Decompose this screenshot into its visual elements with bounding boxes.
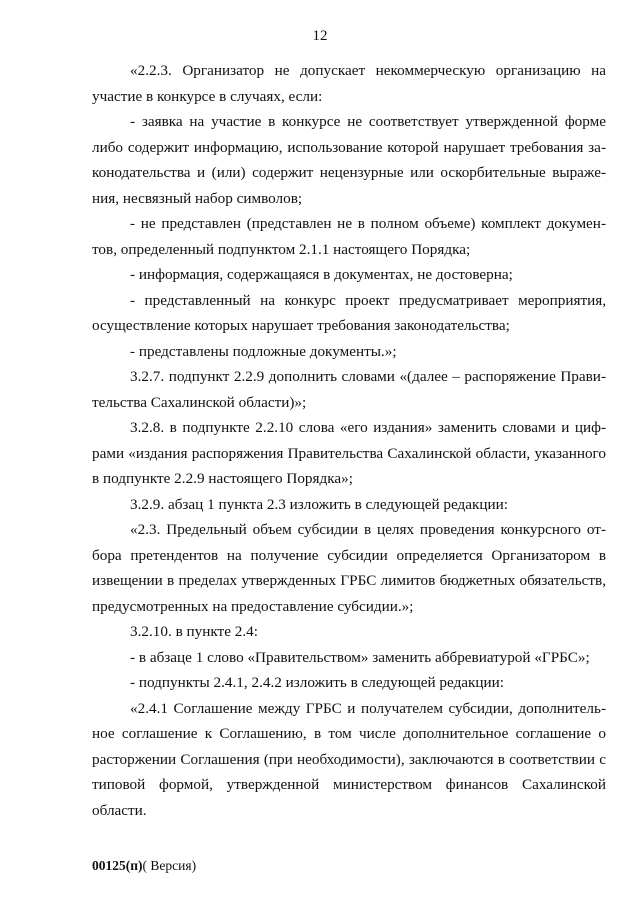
paragraph-information-unreliable: - информация, содержащаяся в документах, не достоверна; [130, 266, 513, 283]
paragraph-2-2-3-intro: «2.2.3. Организатор не допускает некоммерческую организацию на участие в конкурсе в случаях, если: [92, 62, 606, 105]
paragraph-subitems-new-wording: - подпункты 2.4.1, 2.4.2 изложить в следующей редакции: [130, 674, 505, 691]
paragraph-3-2-10: 3.2.10. в пункте 2.4: [130, 623, 258, 640]
paragraph-2-4-1-agreement: «2.4.1 Соглашение между ГРБС и получателем субсидии, дополнительное соглашение к Соглашению, в том числе дополнительное соглашение о расторжении Соглашения (при необходимости), заключаются в соответствии с типовой формой, утвержденной министерством финансов Сахалинской области. [92, 699, 606, 819]
document-body [92, 58, 606, 823]
paragraph-forged-documents: - представлены подложные документы.»; [130, 342, 397, 360]
paragraph-2-3-new-wording: «2.3. Предельный объем субсидии в целях проведения конкурсного отбора претендентов на получение субсидии определяется Организатором в извещении в пределах утвержденных ГРБС лимитов бюджетных обязательств, предусмотренных на предоставление субсидии.»; [92, 521, 606, 615]
paragraph-application-form: - заявка на участие в конкурсе не соответствует утвержденной форме либо содержит информацию, использование которой нарушает требования законодательства и (или) содержит нецензурные или оскорбительные выражения, несвязный набор символов; [92, 113, 606, 207]
page-number: 12 [312, 28, 328, 44]
document-code: 00125(п) [92, 858, 143, 873]
paragraph-project-violates-law: - представленный на конкурс проект предусматривает мероприятия, осуществление которых нарушает требования законодательства; [92, 291, 606, 334]
paragraph-3-2-8: 3.2.8. в подпункте 2.2.10 слова «его издания» заменить словами и цифрами «издания распоряжения Правительства Сахалинской области, указанного в подпункте 2.2.9 настоящего Порядка»; [92, 419, 606, 487]
paragraph-abbreviation-replacement: - в абзаце 1 слово «Правительством» заменить аббревиатурой «ГРБС»; [130, 648, 590, 666]
paragraph-documents-incomplete: - не представлен (представлен не в полном объеме) комплект документов, определенный подпунктом 2.1.1 настоящего Порядка; [92, 215, 606, 258]
document-footer [92, 858, 196, 874]
paragraph-3-2-7: 3.2.7. подпункт 2.2.9 дополнить словами «(далее – распоряжение Правительства Сахалинской области)»; [92, 368, 606, 411]
document-version: ( Версия) [142, 858, 197, 873]
paragraph-3-2-9: 3.2.9. абзац 1 пункта 2.3 изложить в следующей редакции: [130, 495, 509, 513]
